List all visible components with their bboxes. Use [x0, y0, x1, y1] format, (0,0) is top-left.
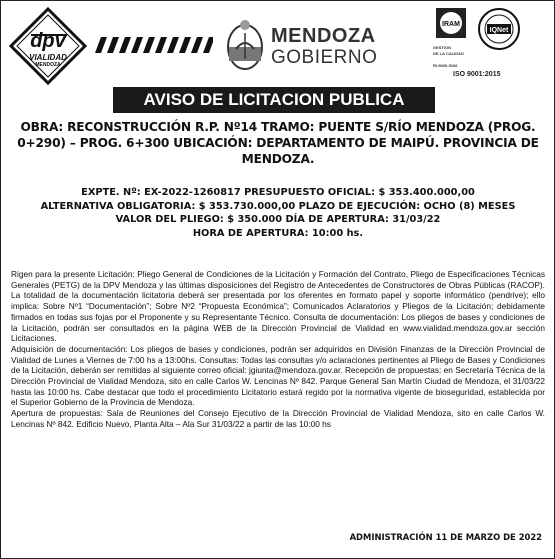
vialidad-logo [9, 7, 87, 85]
vialidad-label: VIALIDAD [29, 53, 67, 62]
cert-small-text-3: RI-9000-5106 [433, 63, 458, 68]
obra-heading: OBRA: RECONSTRUCCIÓN R.P. Nº14 TRAMO: PUENTE S/RÍO MENDOZA (PROG. 0+290) – PROG. 6+300 UBICACIÓN: DEPARTAMENTO DE MAIPÚ. PROVINCIA DE MENDOZA. [17, 120, 539, 166]
mendoza-small-label: MENDOZA [35, 62, 61, 68]
details-block [15, 186, 541, 240]
gov-title-mendoza: MENDOZA [271, 25, 376, 47]
body-paragraph: Adquisición de documentación: Los pliegos de bases y condiciones, podrán ser adquiridos en División Finanzas de la Dirección Provincial de Vialidad de Lunes a Viernes de 7:00 hs a 13:00hs. Consultas: Todas las consultas y/o aclaraciones pertinentes al Pliego de Bases y Condiciones de la Licitación, deberán ser remitidas al siguiente correo oficial: jgiunta@mendoza.gov.ar. Recepción de propuestas: en Secretaría Técnica de la Dirección Provincial de Vialidad Mendoza, sito en calle Carlos W. Lencinas Nº 842. Parque General San Martín Ciudad de Mendoza, el 31/03/22 hasta las 10:00 hs. Cabe destacar que todo el procedimiento Licitatorio estará regido por la normativa vigente de bioseguridad, establecida por el Superior Gobierno de la Provincia de Mendoza. [11, 343, 545, 408]
body-paragraph: Apertura de propuestas: Sala de Reuniones del Consejo Ejecutivo de la Dirección Provincial de Vialidad Mendoza, sito en calle Carlos W. Lencinas Nº 842. Edificio Nuevo, Planta Alta – Ala Sur 31/03/22 a partir de las 10:00 hs [11, 408, 545, 429]
cert-small-text-2: DE LA CALIDAD [433, 51, 464, 56]
iram-seal-icon [435, 7, 467, 39]
iso-label: ISO 9001:2015 [453, 71, 501, 78]
gov-title-gobierno: GOBIERNO [271, 47, 378, 68]
detail-line: HORA DE APERTURA: 10:00 hs. [192, 227, 364, 239]
detail-line: VALOR DEL PLIEGO: $ 350.000 DÍA DE APERTURA: 31/03/22 [115, 214, 441, 225]
hazard-stripes [95, 37, 213, 53]
body-paragraph: Rigen para la presente Licitación: Pliego General de Condiciones de la Licitación y Formación del Contrato, Pliego de Especificaciones Técnicas Generales (PETG) de la DPV Mendoza y las últimas disposiciones del Registro de Antecedentes de Constructores de Obras Públicas (RACOP). La totalidad de la documentación licitatoria deberá ser presentada por los oferentes en formato papel y soporte informático (pendrive); ello implica: Sobre Nº1 “Documentación”; Sobre Nº2 “Propuesta Económica”; Comunicados Aclaratorios y Pliegos de la Licitación; debidamente firmados en todas sus fojas por el Proponente y su Representante Técnico. Consulta de documentación: Los pliegos de bases y condiciones de la Licitación, podrán ser consultados en la página WEB de la Dirección Provincial de Vialidad en www.vialidad.mendoza.gov.ar sección Licitaciones. [11, 269, 545, 344]
notice-banner: AVISO DE LICITACION PUBLICA [113, 87, 435, 113]
cert-small-text-1: GESTION [433, 45, 452, 50]
mendoza-shield-icon [226, 19, 264, 71]
iqnet-seal-icon [477, 7, 521, 51]
notice-body [11, 269, 545, 430]
dpv-logo-letters: dpv [30, 30, 66, 52]
svg-text:IRAM: IRAM [442, 21, 460, 28]
detail-line: EXPTE. Nº: EX-2022-1260817 PRESUPUESTO OFICIAL: $ 353.400.000,00 [81, 187, 475, 198]
certification-block [431, 7, 547, 81]
detail-line: ALTERNATIVA OBLIGATORIA: $ 353.730.000,00 PLAZO DE EJECUCIÓN: OCHO (8) MESES [40, 200, 516, 212]
signature-line: ADMINISTRACIÓN 11 DE MARZO DE 2022 [349, 532, 542, 542]
svg-text:IQNet: IQNet [489, 27, 509, 34]
